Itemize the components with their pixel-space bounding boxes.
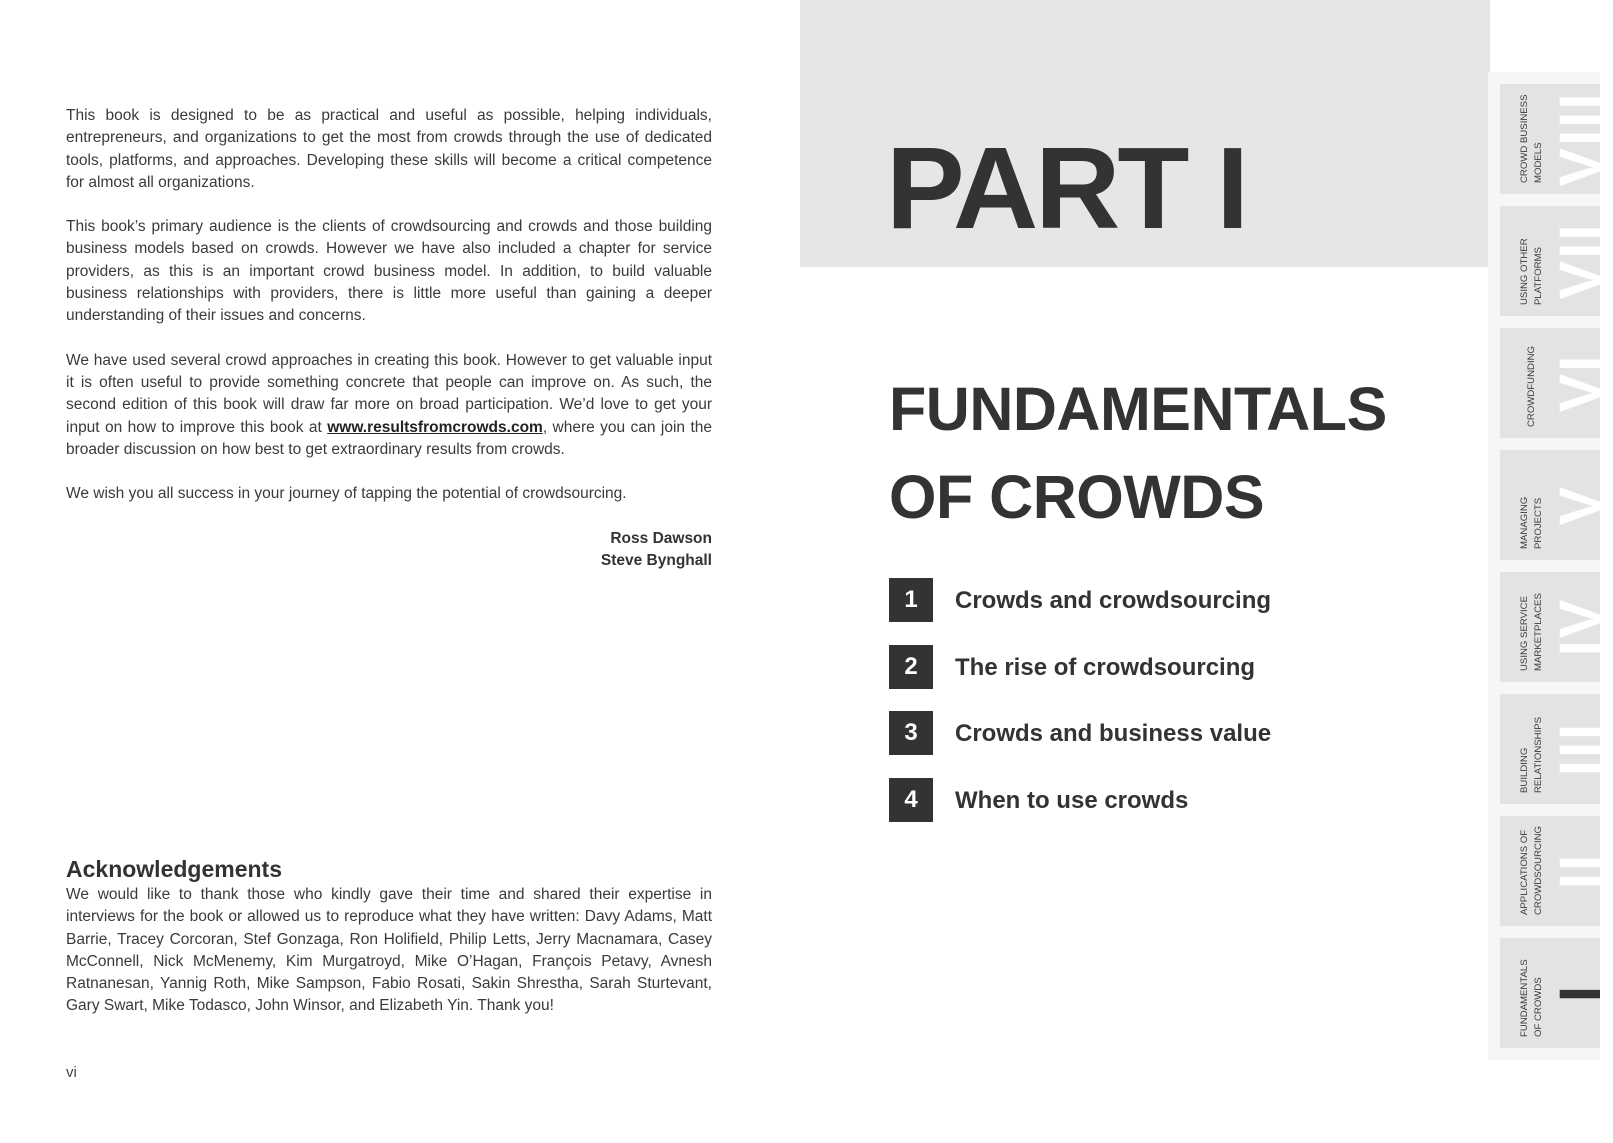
paragraph-3-start: We have used several crowd approaches in creating this book. However to get valuable input it is often useful to provide something concrete that people can improve on. As such, the second edition of this book will draw far more on broad participation. We’d love to get your input on how to improve this book at: [66, 351, 712, 436]
tab-managing-projects[interactable]: [1500, 450, 1613, 560]
tab-numeral: II: [1548, 852, 1613, 890]
paragraph-3-end: , where you can join the broader discussion on how best to get extraordinary results from crowds.: [66, 418, 713, 458]
page-number: vi: [66, 1064, 77, 1081]
chapter-title: The rise of crowdsourcing: [955, 654, 1256, 681]
chapter-item[interactable]: [889, 578, 1409, 622]
tab-numeral: IV: [1548, 597, 1613, 657]
tab-numeral: I: [1548, 983, 1613, 1003]
chapter-item[interactable]: [889, 778, 1409, 822]
tab-crowdfunding[interactable]: [1500, 328, 1613, 438]
author-signature: [500, 528, 712, 573]
chapter-number-badge: 4: [889, 778, 933, 822]
tab-building-relationships[interactable]: [1500, 694, 1613, 804]
tab-numeral: VII: [1548, 222, 1613, 300]
tab-crowd-business-models[interactable]: [1500, 84, 1613, 194]
tab-label-line: CROWDSOURCING: [1533, 825, 1544, 915]
paragraph-2: This book’s primary audience is the clients of crowdsourcing and crowds and those building business models based on crowds. However we have also included a chapter for service providers, as this is an important crowd business model. In addition, to build valuable business relationships with providers, there is little more useful than gaining a deeper understanding of their issues and concerns.: [66, 218, 712, 325]
paragraph-4: We wish you all success in your journey of tapping the potential of crowdsourcing.: [66, 485, 627, 503]
tab-using-service-marketplaces[interactable]: [1500, 572, 1613, 682]
author-name: Steve Bynghall: [600, 552, 712, 570]
chapter-number-badge: 1: [889, 578, 933, 622]
paragraph-1: This book is designed to be as practical and useful as possible, helping individuals, entrepreneurs, and organizations to get the most from crowds through the use of dedicated tools, platforms, and approaches. Developing these skills will become a critical competence for almost all organizations.: [66, 107, 712, 191]
tab-numeral: VI: [1548, 353, 1613, 413]
author-name: Ross Dawson: [610, 530, 712, 547]
chapter-title: Crowds and crowdsourcing: [955, 587, 1272, 614]
tab-label: [1512, 933, 1552, 1043]
section-title-line: OF CROWDS: [889, 463, 1265, 531]
tab-label-line: OF CROWDS: [1533, 977, 1544, 1037]
paragraph-3: [66, 350, 712, 461]
tab-label: [1512, 567, 1552, 677]
tab-label: [1512, 811, 1552, 921]
section-title-line: FUNDAMENTALS: [889, 375, 1387, 443]
tab-label-line: BUILDING: [1519, 747, 1530, 793]
chapter-item[interactable]: [889, 711, 1409, 755]
chapter-number-badge: 2: [889, 645, 933, 689]
tab-label: [1512, 445, 1552, 555]
tab-label-line: FUNDAMENTALS: [1519, 959, 1530, 1037]
tab-label-line: MARKETPLACES: [1533, 593, 1544, 671]
tab-label-line: MANAGING: [1519, 496, 1530, 549]
tab-label-line: USING OTHER: [1519, 238, 1530, 305]
intro-text: [66, 105, 712, 527]
chapter-title: When to use crowds: [955, 787, 1189, 814]
tab-label-line: PROJECTS: [1533, 497, 1544, 549]
tab-fundamentals-of-crowds[interactable]: [1500, 938, 1613, 1048]
tab-label: [1512, 201, 1552, 311]
tab-label-line: APPLICATIONS OF: [1519, 829, 1530, 915]
website-link[interactable]: www.resultsfromcrowds.com: [327, 418, 543, 436]
tab-numeral: VIII: [1548, 91, 1613, 187]
thumb-index: [1488, 72, 1613, 1060]
acknowledgements-heading: Acknowledgements: [66, 856, 282, 882]
chapter-item[interactable]: [889, 645, 1409, 689]
tab-label-line: USING SERVICE: [1519, 596, 1530, 671]
tab-label: [1512, 79, 1552, 189]
tab-label-line: MODELS: [1533, 142, 1544, 183]
tab-applications-of-crowdsourcing[interactable]: [1500, 816, 1613, 926]
tab-label: [1512, 323, 1552, 433]
section-title: [889, 365, 1449, 541]
tab-numeral: V: [1548, 484, 1613, 526]
tab-label-line: CROWD BUSINESS: [1519, 94, 1530, 183]
left-page: [0, 0, 790, 1143]
tab-numeral: III: [1548, 721, 1613, 777]
acknowledgements-text: We would like to thank those who kindly gave their time and shared their expertise in interviews for the book or allowed us to reproduce what they have written: Davy Adams, Matt Barrie, Tracey Corcoran, Stef Gonzaga, Ron Holifield, Philip Letts, Jerry Macnamara, Casey McConnell, Nick McMenemy, Kim Murgatroyd, Mike O’Hagan, François Petavy, Avnesh Ratnanesan, Yannig Roth, Mike Sampson, Fabio Rosati, Sakin Shrestha, Sarah Sturtevant, Gary Swart, Mike Todasco, John Winsor, and Elizabeth Yin. Thank you!: [66, 886, 712, 1015]
tab-label-line: PLATFORMS: [1533, 247, 1544, 305]
chapter-title: Crowds and business value: [955, 720, 1272, 747]
chapter-number-badge: 3: [889, 711, 933, 755]
tab-label-line: CROWDFUNDING: [1526, 345, 1537, 427]
part-title: PART I: [886, 124, 1247, 254]
tab-using-other-platforms[interactable]: [1500, 206, 1613, 316]
tab-label: [1512, 689, 1552, 799]
tab-label-line: RELATIONSHIPS: [1533, 716, 1544, 793]
